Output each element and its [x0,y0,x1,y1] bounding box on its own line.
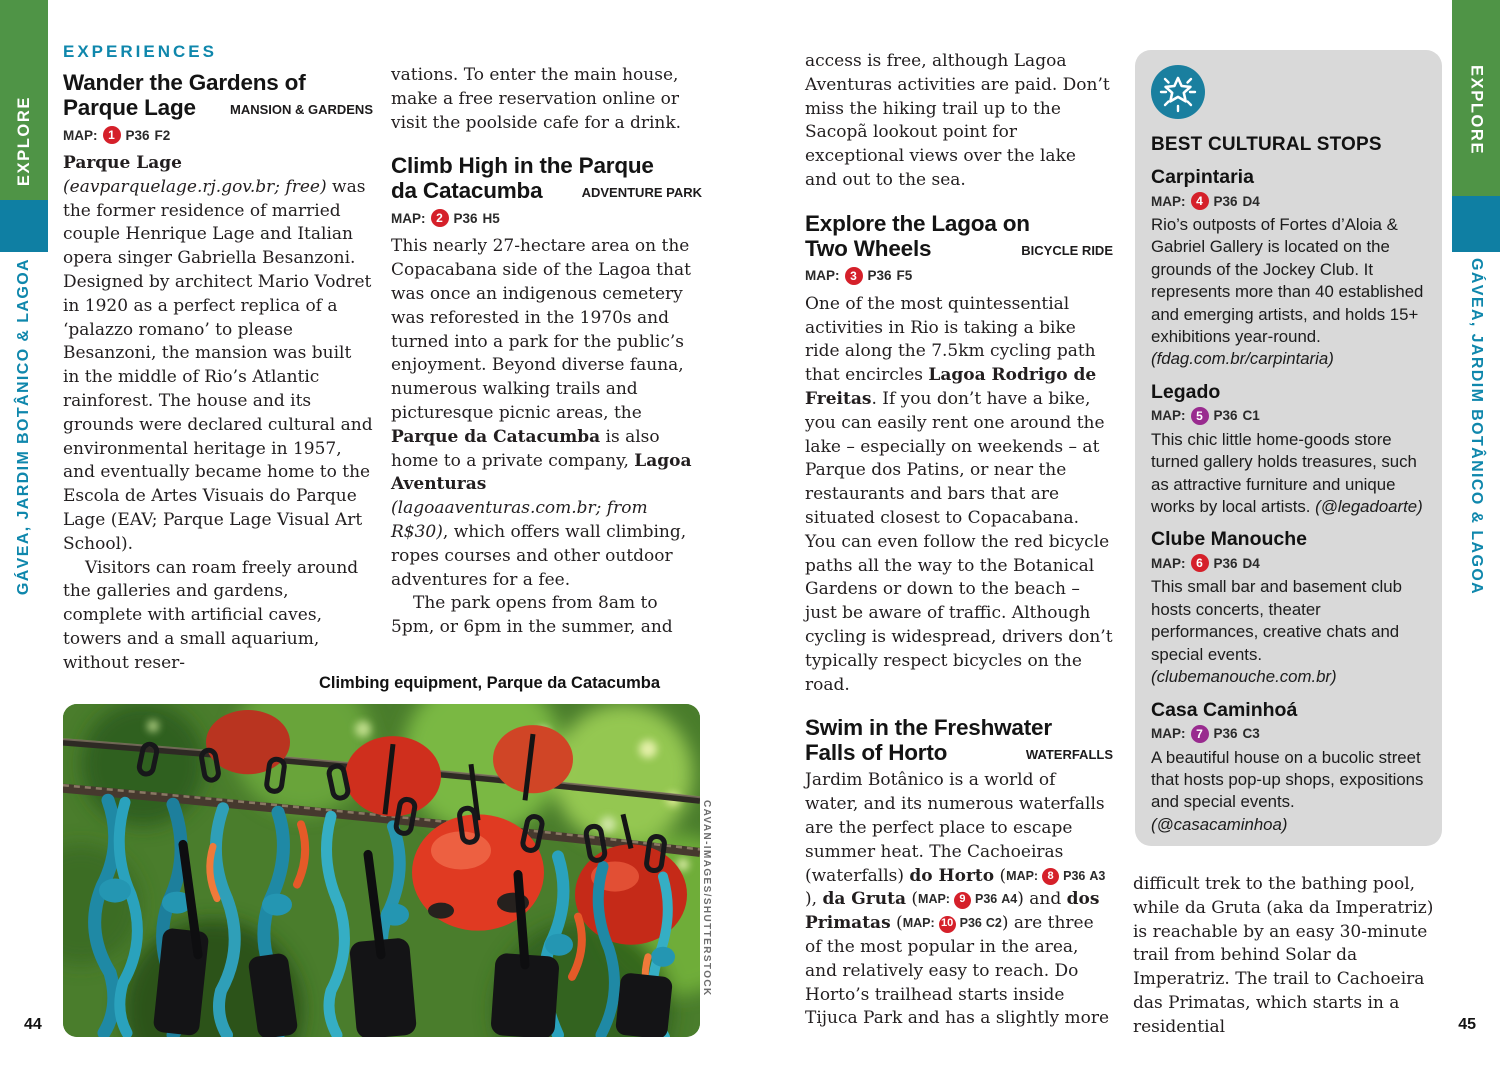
map-page: P36 [125,127,150,143]
cultural-stop [1151,166,1426,371]
photo-climbing-equipment [63,704,700,1037]
inline-map-reference: MAP: 9 P36 A4 [918,888,1017,912]
map-grid: C1 [1242,408,1260,424]
map-page: P36 [1213,555,1238,571]
map-grid: C3 [1242,726,1260,741]
map-reference-row [1151,407,1426,425]
chapter-tab-label-left: GÁVEA, JARDIM BOTÂNICO & LAGOA [15,258,32,596]
stop-description: A beautiful house on a bucolic street that hosts pop-up shops, expositions and special events. (@casacaminhoa) [1151,747,1424,834]
column-2 [391,64,702,640]
body-paragraph: The park opens from 8am to 5pm, or 6pm in the summer, and [391,593,673,638]
experiences-kicker: EXPERIENCES [63,42,217,61]
map-page: P36 [1213,726,1238,741]
map-label: MAP: [1151,555,1186,571]
category-label: BICYCLE RIDE [1021,242,1113,258]
stop-name-legado: Legado [1151,380,1221,403]
title-line: Parque Lage [63,95,196,120]
stop-description: This small bar and basement club hosts concerts, theater performances, creative chats and special events. (clubemanouche.com.br) [1151,577,1402,687]
page-number-right: 45 [1458,1016,1476,1033]
article-lagoa-header [805,211,1113,261]
map-label: MAP: [1151,726,1186,741]
best-cultural-stops-box [1135,50,1442,846]
body-paragraph: Parque Lage (eavparquelage.rj.gov.br; free) was the former residence of married couple Henrique Lage and Italian opera singer Gabriella Besanzoni. Designed by architect Mario Vodret in 1920 as a perfect replica of a ‘palazzo romano’ to please Besanzoni, the mansion was built in the middle of Rio’s Atlantic rainforest. The house and its grounds were declared cultural and environmental heritage in 1957, and eventually became home to the Escola de Artes Visuais do Parque Lage (EAV; Parque Lage Visual Art School). [63,153,373,554]
map-grid: F5 [896,268,913,284]
map-page: P36 [1213,408,1238,424]
photo-illustration [63,704,700,1037]
title-line: Explore the Lagoa on [805,210,1030,236]
teal-band-left [0,200,48,252]
stop-description: This chic little home-goods store turned gallery holds treasures, such as attractive furniture and unique works by local artists. (@legadoarte) [1151,429,1423,517]
map-reference-row [1151,554,1426,572]
map-label: MAP: [805,268,840,284]
title-line: Two Wheels [805,235,932,261]
map-grid: F2 [154,127,171,143]
chapter-tab-right [1452,258,1500,658]
map-marker-10: 10 [939,916,956,933]
map-page: P36 [453,210,478,226]
inline-map-reference: MAP: 10 P36 C2 [903,912,1002,936]
map-reference-row [1151,192,1426,210]
title-line: Swim in the Freshwater [805,715,1052,741]
map-marker-5: 5 [1191,407,1209,425]
title-line: Falls of Horto [805,740,948,766]
body-paragraph: Visitors can roam freely around the galleries and gardens, complete with artificial caves, towers and a small aquarium, without reser- [63,557,359,673]
photo-credit: CAVAN-IMAGES/SHUTTERSTOCK [701,800,712,997]
explore-tab-right [1452,0,1500,196]
cultural-stop [1151,528,1426,688]
body-paragraph: One of the most quintessential activities in Rio is taking a bike ride along the 7.5km cycling path that encircles Lagoa Rodrigo de Freitas. If you don’t have a bike, you can easily rent one around the lake – especially on weekends – at Parque dos Patins, or near the restaurants and bars that are situated closest to Copacabana. You can even follow the red bicycle paths all the way to the Botanical Gardens or down to the beach – just be aware of traffic. Although cycling is widespread, drivers don’t typically respect bicycles on the road. [805,293,1113,695]
map-reference-row [1151,725,1426,743]
category-label: ADVENTURE PARK [581,185,702,201]
article-parque-lage-header [63,70,373,120]
column-1 [63,42,373,676]
map-reference-row [805,267,1113,285]
stop-name-carpintaria: Carpintaria [1151,166,1254,188]
map-reference-row [63,126,373,144]
map-grid: D4 [1242,193,1260,209]
map-marker-6: 6 [1191,554,1209,572]
map-marker-4: 4 [1191,192,1209,210]
map-label: MAP: [63,127,98,143]
column-4-continuation [1133,873,1443,1040]
explore-tab-left [0,0,48,200]
body-paragraph: difficult trek to the bathing pool, while da Gruta (aka da Imperatriz) is reachable by an easy 30-minute trail from behind Solar da Imperatriz. The trail to Cachoeira das Primatas, which starts in a residential [1133,874,1434,1037]
map-reference-row [391,209,702,227]
right-edge-tabs [1452,0,1500,1082]
photo-caption: Climbing equipment, Parque da Catacumba [318,674,660,692]
map-marker-8: 8 [1042,868,1059,885]
map-marker-1: 1 [103,126,121,144]
teal-band-right [1452,196,1500,252]
body-paragraph: access is free, although Lagoa Aventuras activities are paid. Don’t miss the hiking trail up to the Sacopã lookout point for exceptional views over the lake and out to the sea. [805,51,1110,190]
cultural-stop [1151,381,1426,519]
explore-tab-label-right: EXPLORE [1467,64,1486,156]
map-label: MAP: [1151,193,1186,209]
map-marker-7: 7 [1191,725,1209,743]
inline-map-reference: MAP: 8 P36 A3 [1006,865,1105,889]
title-line: Wander the Gardens of [63,70,306,95]
stop-name-clube-manouche: Clube Manouche [1151,528,1308,551]
column-3 [805,50,1113,1031]
map-marker-2: 2 [431,209,449,227]
explore-tab-label: EXPLORE [14,95,33,186]
map-label: MAP: [391,210,426,226]
body-paragraph: vations. To enter the main house, make a free reservation online or visit the poolside cafe for a drink. [391,65,682,133]
article-horto-header [805,715,1113,765]
map-label: MAP: [1151,408,1186,424]
category-label: MANSION & GARDENS [229,102,373,117]
title-line: Climb High in the Parque [391,153,654,179]
culture-box-heading: BEST CULTURAL STOPS [1151,134,1382,155]
star-burst-icon [1151,65,1205,119]
map-page: P36 [1213,193,1238,209]
cultural-stop [1151,699,1426,837]
stop-name-casa-caminhoa: Casa Caminhoá [1151,698,1298,721]
left-edge-tabs [0,0,48,1082]
map-marker-9: 9 [954,892,971,909]
map-grid: D4 [1242,555,1260,571]
title-line: da Catacumba [391,178,543,204]
map-marker-3: 3 [845,267,863,285]
chapter-tab-left [0,258,48,638]
article-catacumba-header [391,153,702,203]
stop-description: Rio’s outposts of Fortes d’Aloia & Gabriel Gallery is located on the grounds of the Jockey Club. It represents more than 40 established and emerging artists, and holds 15+ exhibitions year-round. (fdag.com.br/carpintaria) [1151,215,1424,369]
chapter-tab-label-right: GÁVEA, JARDIM BOTÂNICO & LAGOA [1468,258,1485,596]
page-number-left: 44 [24,1016,42,1033]
body-paragraph: This nearly 27-hectare area on the Copacabana side of the Lagoa that was once an indigenous cemetery was reforested in the 1970s and turned into a park for the public’s enjoyment. Beyond diverse fauna, numerous walking trails and picturesque picnic areas, the Parque da Catacumba is also home to a private company, Lagoa Aventuras (lagoaaventuras.com.br; from R$30), which offers wall climbing, ropes courses and other outdoor adventures for a fee. [391,236,692,590]
body-paragraph: Jardim Botânico is a world of water, and its numerous waterfalls are the perfect place to escape summer heat. The Cachoeiras (waterfalls) do Horto ( MAP: 8 P36 A3 ), da Gruta ( MAP: 9 P36 A4 ) and dos Primatas ( MAP: 10 P36 C2 ) are three of the most popular in the area, and relatively easy to reach. Do Horto’s trailhead starts inside Tijuca Park and has a slightly more [805,770,1110,1029]
category-label: WATERFALLS [1025,747,1113,763]
map-grid: H5 [482,210,500,226]
map-page: P36 [867,268,892,284]
